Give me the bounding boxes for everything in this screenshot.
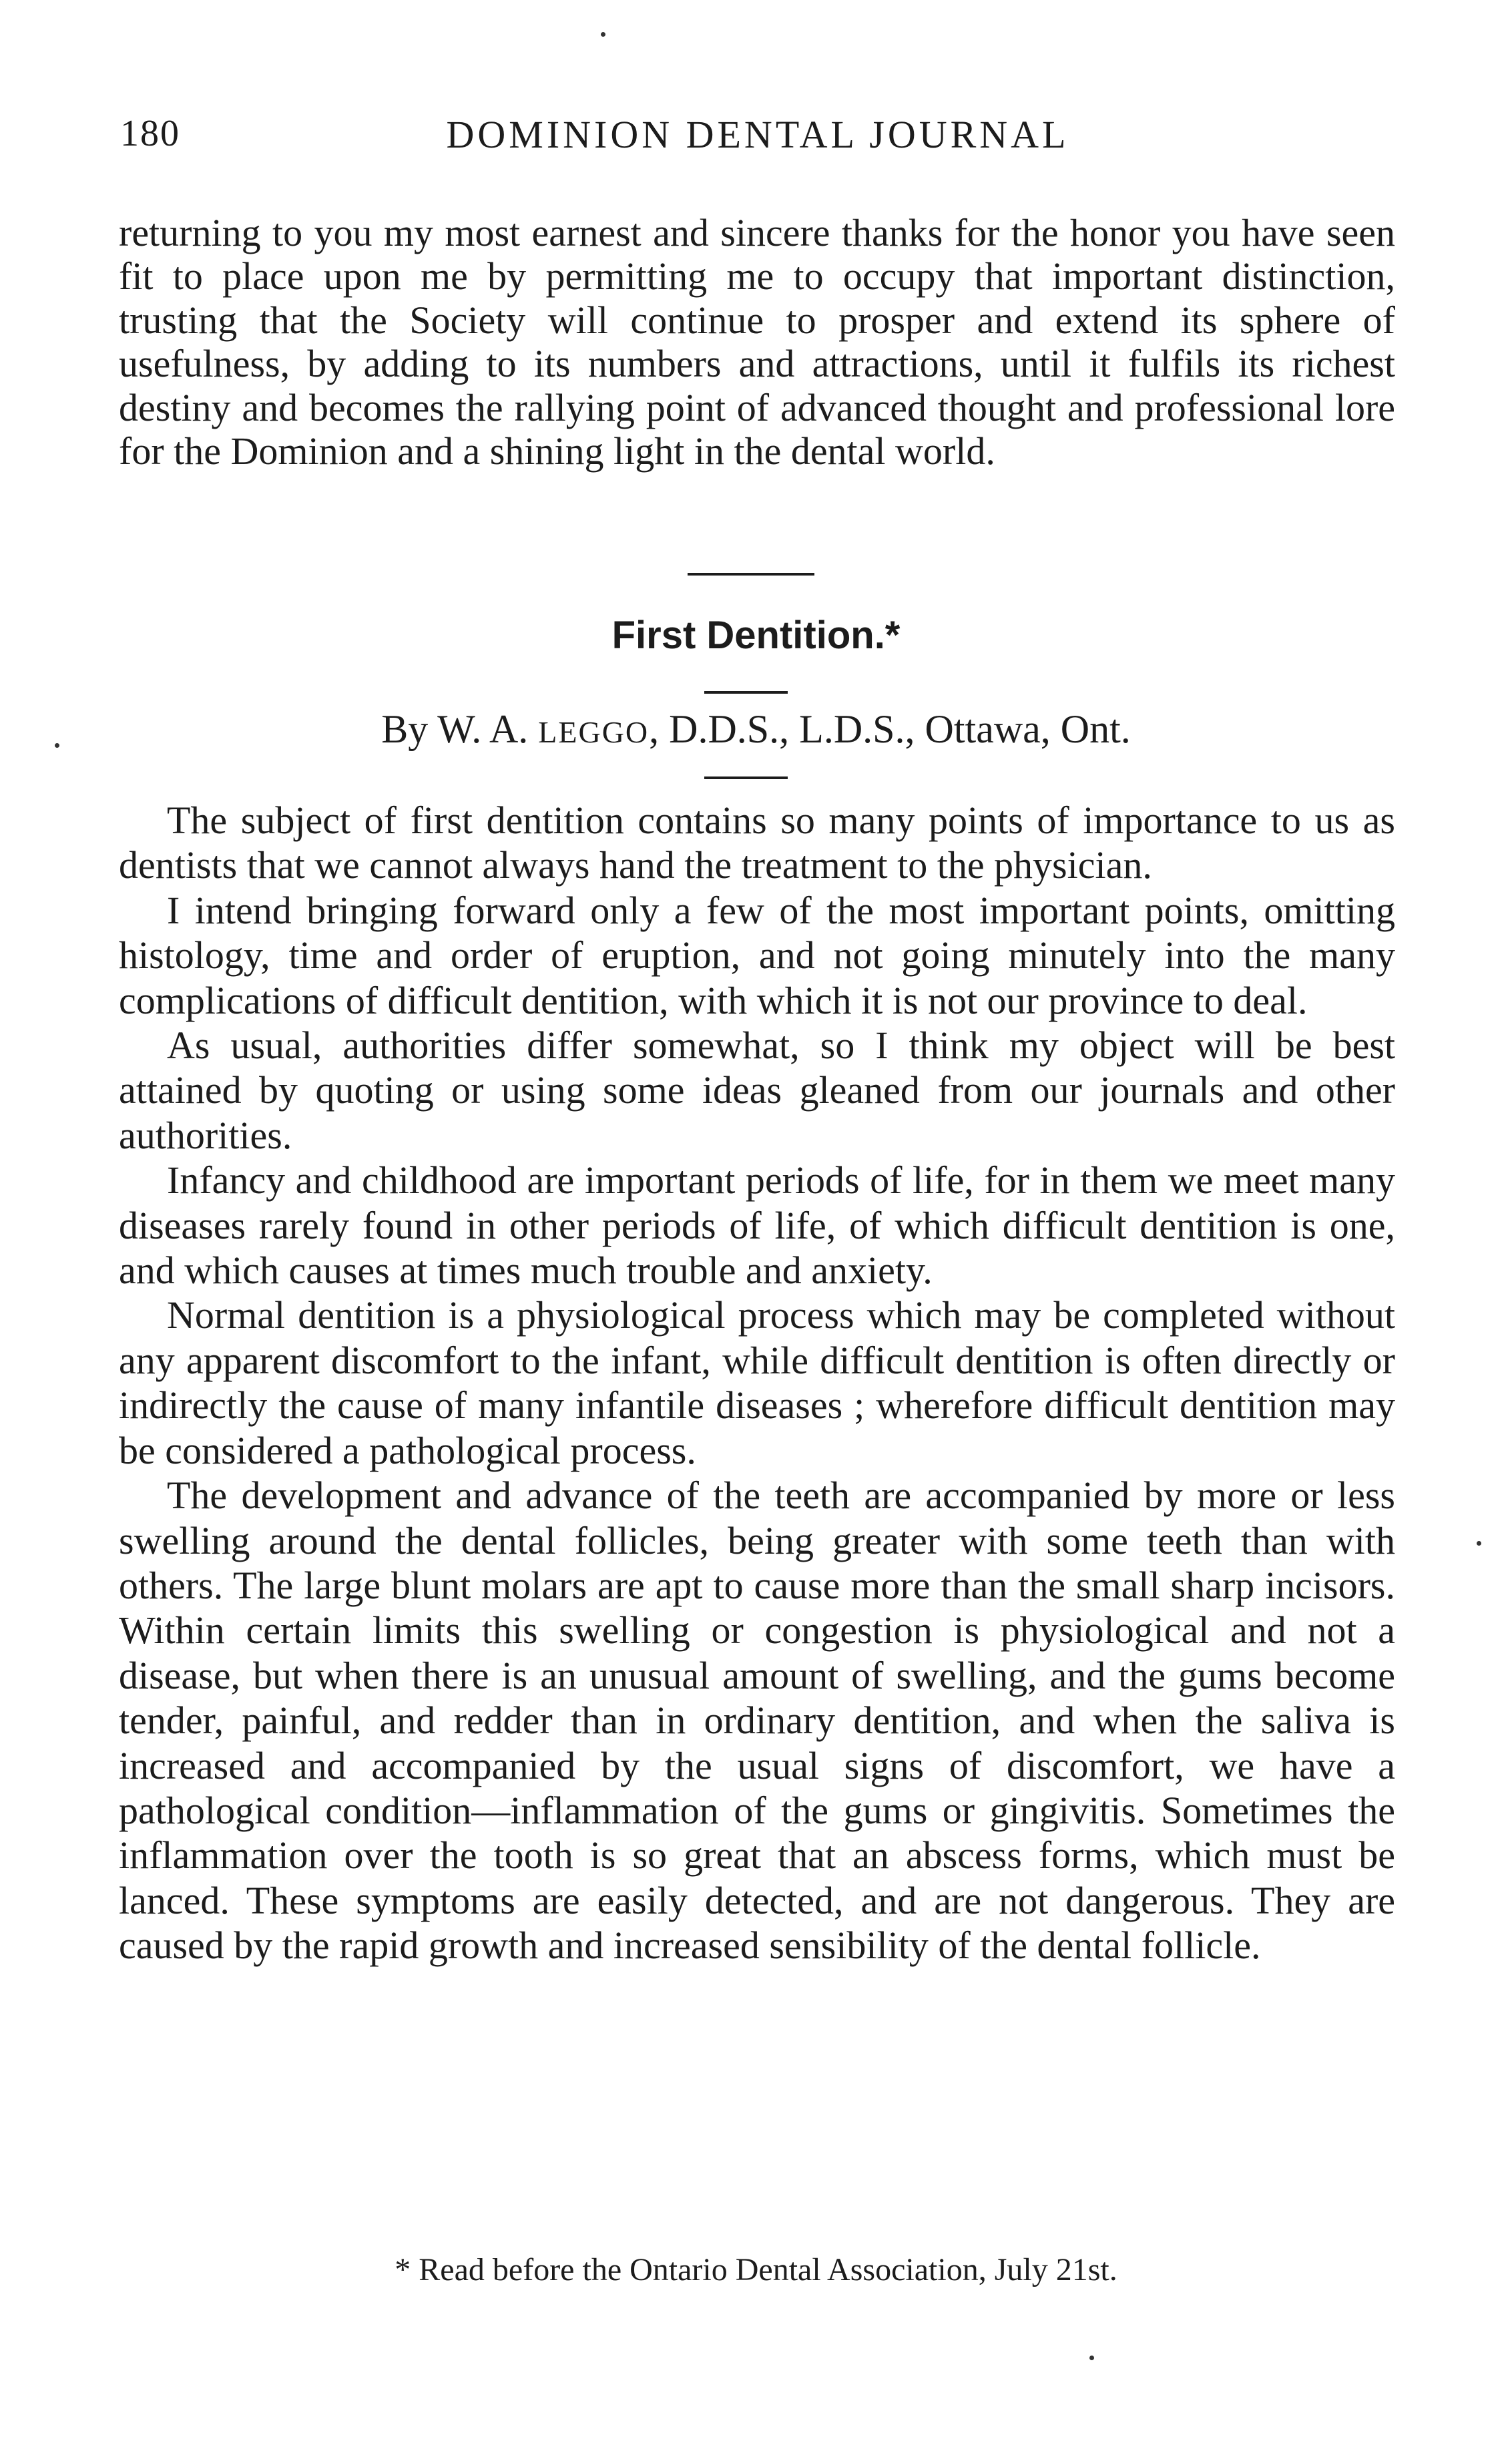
print-speck xyxy=(601,32,605,37)
paragraph: The development and advance of the teeth are accompanied by more or less swelling around the dental follicles, being greater with some teeth than with others. The large blunt molars are apt to cause more than the small sharp incisors. Within certain limits this swelling or congestion is physiological and not a disease, but when there is an unusual amount of swelling, and the gums become tender, painful, and redder than in ordinary dentition, and when the saliva is increased and accompanied by the usual signs of discomfort, we have a pathological condition—inflammation of the gums or gingivitis. Sometimes the inflammation over the tooth is so great that an abscess forms, which must be lanced. These symptoms are easily detected, and are not dangerous. They are caused by the rapid growth and increased sensibility of the dental follicle. xyxy=(119,1474,1395,1968)
title-rule xyxy=(704,691,788,694)
paragraph: Normal dentition is a physiological process which may be completed without any apparent discomfort to the infant, while difficult dentition is often directly or indirectly the cause of many infantile diseases ; wherefore difficult dentition may be considered a pathological process. xyxy=(119,1293,1395,1472)
paragraph: Infancy and childhood are important periods of life, for in them we meet many diseases rarely found in other periods of life, of which difficult dentition is one, and which causes at times much trouble and anxiety. xyxy=(119,1158,1395,1293)
section-divider xyxy=(688,573,814,576)
page-header xyxy=(120,112,1395,172)
byline xyxy=(0,706,1512,752)
previous-article-closing-text: returning to you my most earnest and sincere thanks for the honor you have seen fit to place upon me by permitting me to occupy that important distinction, trusting that the Society will continue to prosper and extend its sphere of usefulness, by adding to its numbers and attractions, until it fulfils its richest destiny and becomes the rallying point of advanced thought and professional lore for the Dominion and a shining light in the dental world. xyxy=(119,211,1395,473)
paragraph: As usual, authorities differ somewhat, so I think my object will be best attained by quoting or using some ideas gleaned from our journals and other authorities. xyxy=(119,1024,1395,1157)
byline-rule xyxy=(704,776,788,779)
page-number: 180 xyxy=(120,113,180,154)
byline-suffix: , D.D.S., L.D.S., Ottawa, Ont. xyxy=(649,707,1131,751)
paragraph: The subject of first dentition contains so many points of importance to us as dentists that we cannot always hand the treatment to the physician. xyxy=(119,799,1395,887)
footnote: * Read before the Ontario Dental Association, July 21st. xyxy=(395,2252,1117,2287)
paragraph: I intend bringing forward only a few of the most important points, omitting histology, time and order of eruption, and not going minutely into the many complications of difficult dentition, with which it is not our province to deal. xyxy=(119,888,1395,1022)
print-speck xyxy=(1477,1541,1481,1546)
running-head: DOMINION DENTAL JOURNAL xyxy=(446,113,1069,156)
author-name: LEGGO xyxy=(538,715,650,749)
article-body xyxy=(119,798,1395,1968)
article-title: First Dentition.* xyxy=(611,614,901,657)
print-speck xyxy=(1089,2356,1094,2360)
byline-prefix: By W. A. xyxy=(381,707,539,751)
print-speck xyxy=(55,743,59,748)
